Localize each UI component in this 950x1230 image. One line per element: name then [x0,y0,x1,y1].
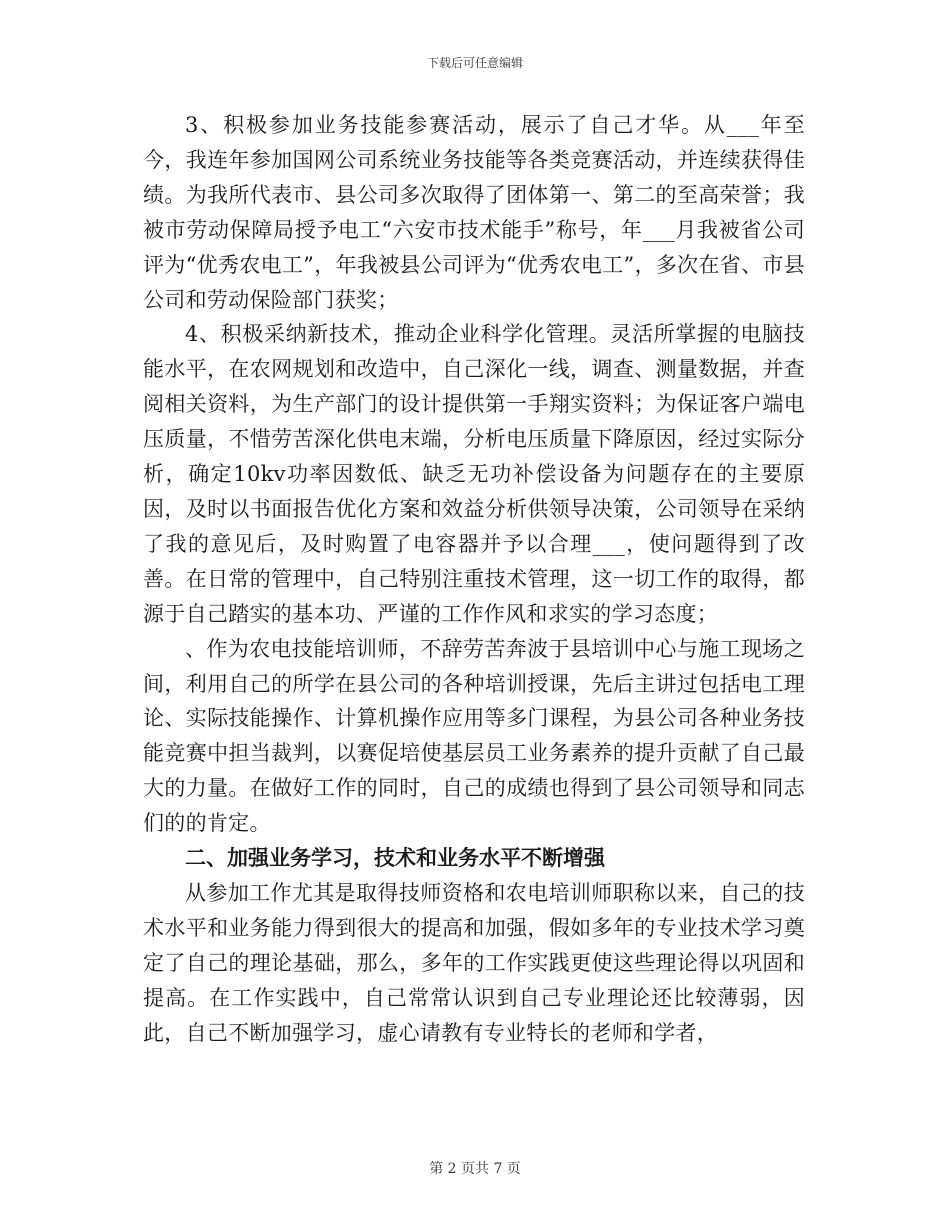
paragraph-5: 、作为农电技能培训师，不辞劳苦奔波于县培训中心与施工现场之间，利用自己的所学在县公司的各种培训授课，先后主讲过包括电工理论、实际技能操作、计算机操作应用等多门课程，为县公司各种业务技能竞赛中担当裁判，以赛促培使基层员工业务素养的提升贡献了自己最大的力量。在做好工作的同时，自己的成绩也得到了县公司领导和同志们的的肯定。 [143,636,805,836]
paragraph-3: 3、积极参加业务技能参赛活动，展示了自己才华。从___年至今，我连年参加国网公司系统业务技能等各类竞赛活动，并连续获得佳绩。为我所代表市、县公司多次取得了团体第一、第二的至高荣誉；我被市劳动保障局授予电工“六安市技术能手”称号，年___月我被省公司评为“优秀农电工”，年我被县公司评为“优秀农电工”，多次在省、市县公司和劳动保险部门获奖； [143,113,805,312]
page-footer: 第 2 页共 7 页 [429,1161,521,1177]
paragraph-4: 4、积极采纳新技术，推动企业科学化管理。灵活所掌握的电脑技能水平，在农网规划和改造中，自己深化一线，调查、测量数据，并查阅相关资料，为生产部门的设计提供第一手翔实资料；为保证客户端电压质量，不惜劳苦深化供电末端，分析电压质量下降原因，经过实际分析，确定10kv功率因数低、缺乏无功补偿设备为问题存在的主要原因，及时以书面报告优化方案和效益分析供领导决策，公司领导在采纳了我的意见后，及时购置了电容器并予以合理___，使问题得到了改善。在日常的管理中，自己特别注重技术管理，这一切工作的取得，都源于自己踏实的基本功、严谨的工作作风和求实的学习态度； [143,322,805,626]
page-header: 下载后可任意编辑 [426,56,523,70]
paragraph-section-2: 从参加工作尤其是取得技师资格和农电培训师职称以来，自己的技术水平和业务能力得到很大的提高和加强，假如多年的专业技术学习奠定了自己的理论基础，那么，多年的工作实践更使这些理论得以巩固和提高。在工作实践中，自己常常认识到自己专业理论还比较薄弱，因此，自己不断加强学习，虚心请教有专业特长的老师和学者， [143,880,805,1045]
document-body [143,108,805,1050]
section-heading: 二、加强业务学习，技术和业务水平不断增强 [185,845,605,871]
